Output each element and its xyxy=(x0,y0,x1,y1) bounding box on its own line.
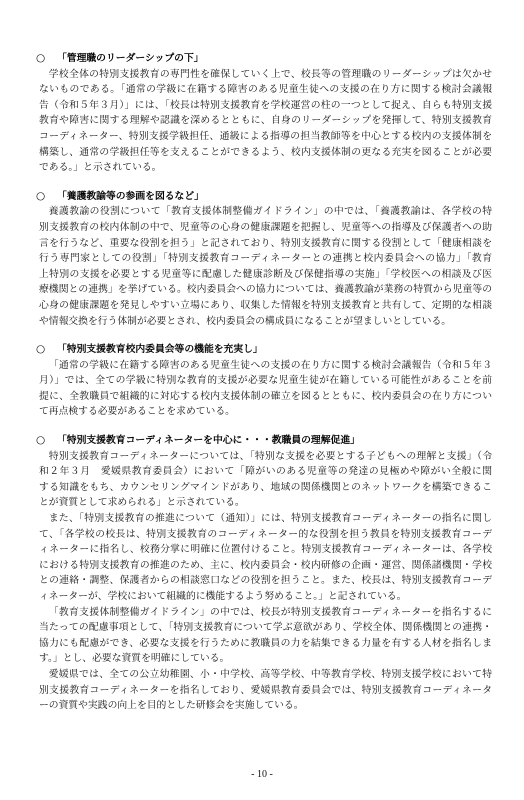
body-line: 提に、全教職員で組織的に対応する校内支援体制の確立を図るとともに、校内委員会の在り方につい xyxy=(39,390,492,402)
paragraph xyxy=(39,667,492,714)
body-line: との連絡・調整、保護者からの相談窓口などの役割を担うこと。また、校長は、特別支援教育コーデ xyxy=(39,575,492,587)
heading-bullet: ○ xyxy=(36,434,46,447)
section-heading xyxy=(36,433,492,449)
body-line: 行う専門家としての役割」「特別支援教育コーディネーターとの連携と校内委員会への協力」「教育 xyxy=(39,253,492,265)
section-coordinator xyxy=(36,433,492,714)
body-line: 別支援教育コーディネーターを指名しており、愛媛県教育委員会では、特別支援教育コーディネータ xyxy=(39,684,492,696)
section-heading xyxy=(36,342,492,358)
heading-text: 「特別支援教育校内委員会等の機能を充実し」 xyxy=(57,344,263,356)
body-line: 学校全体の特別支援教育の専門性を確保していく上で、校長等の管理職のリーダーシップは欠かせ xyxy=(48,68,492,80)
heading-bullet: ○ xyxy=(36,343,46,356)
body-line: 告（令和５年３月）」には、「校長は特別支援教育を学校運営の柱の一つとして捉え、自らも特別支援 xyxy=(39,99,492,111)
body-line: 「通常の学級に在籍する障害のある児童生徒への支援の在り方に関する検討会議報告（令和５年３ xyxy=(48,359,492,371)
heading-bullet: ○ xyxy=(36,52,46,64)
body-line: 心身の健康課題を発見しやすい立場にあり、収集した情報を特別支援教育と共有して、定期的な相談 xyxy=(39,299,492,311)
body-line: とが資質として求められる」と示されている。 xyxy=(39,497,245,509)
section-heading xyxy=(36,189,492,205)
paragraph xyxy=(39,605,492,667)
body-line: す。」とし、必要な資質を明確にしている。 xyxy=(39,653,230,665)
paragraph xyxy=(39,67,492,176)
heading-bullet: ○ xyxy=(36,189,46,202)
body-line: て、「各学校の校長は、特別支援教育のコーディネーター的な役割を担う教員を特別支援教育コーデ xyxy=(39,528,492,540)
body-line: である。」と示されている。 xyxy=(39,162,162,174)
page-body xyxy=(36,51,492,714)
body-line: や情報交換を行う体制が必要とされ、校内委員会の構成員になることが望ましいとしている。 xyxy=(39,315,452,327)
paragraph xyxy=(39,358,492,420)
body-line: て再点検する必要があることを求めている。 xyxy=(39,406,235,418)
section-leadership xyxy=(36,51,492,176)
section-heading xyxy=(36,51,492,67)
section-school-nurse xyxy=(36,189,492,329)
body-line: 養護教諭の役割について「教育支援体制整備ガイドライン」の中では、「養護教諭は、各学校の特 xyxy=(48,206,492,218)
body-line: ないものである。「通常の学級に在籍する障害のある児童生徒への支援の在り方に関する検討会議報 xyxy=(39,84,492,96)
body-line: における特別支援教育の推進のため、主に、校内委員会・校内研修の企画・運営、関係諸機関・学校 xyxy=(39,559,492,571)
body-line: 上特別の支援を必要とする児童等に配慮した健康診断及び保健指導の実施」「学校医への相談及び医 xyxy=(39,268,492,280)
body-line: ーの資質や実践の向上を目的とした研修会を実施している。 xyxy=(39,700,304,712)
body-line: 言を行うなど、重要な役割を担う」と記されており、特別支援教育に関する役割として「健康相談を xyxy=(39,237,492,249)
body-line: 月）」では、全ての学級に特別な教育的支援が必要な児童生徒が在籍している可能性があることを前 xyxy=(39,375,492,387)
body-line: また、「特別支援教育の推進について（通知）」には、特別支援教育コーディネーターの指名に関し xyxy=(48,513,492,525)
paragraph xyxy=(39,204,492,329)
body-line: 構築し、通常の学級担任等を支えることができるよう、校内支援体制の更なる充実を図ることが必要 xyxy=(39,146,492,158)
body-line: 特別支援教育コーディネーターについては、「特別な支援を必要とする子どもへの理解と支援」（令 xyxy=(48,450,492,462)
body-line: する知識をもち、カウンセリングマインドがあり、地域の関係機関とのネットワークを構築できるこ xyxy=(39,481,492,493)
heading-text: 「特別支援教育コーディネーターを中心に・・・教職員の理解促進」 xyxy=(57,435,360,447)
section-committee xyxy=(36,342,492,420)
body-line: 療機関との連携」を挙げている。校内委員会への協力については、養護教諭が業務の特質から児童等の xyxy=(39,284,492,296)
body-line: 和２年３月 愛媛県教育委員会）において「障がいのある児童等の発達の見極めや障がい全般に関 xyxy=(39,466,492,478)
body-line: 当たっての配慮事項として、「特別支援教育について学ぶ意欲があり、学校全体、関係機関との連携・ xyxy=(39,622,492,634)
body-line: コーディネーター、特別支援学級担任、通級による指導の担当教師等を中心とする校内の支援体制を xyxy=(39,130,492,142)
body-line: 協力にも配慮ができ、必要な支援を行うために教職員の力を結集できる力量を有する人材を指名しま xyxy=(39,637,492,649)
body-line: 別支援教育の校内体制の中で、児童等の心身の健康課題を把握し、児童等への指導及び保護者への助 xyxy=(39,221,492,233)
page-number: - 10 - xyxy=(251,769,273,780)
heading-text: 「管理職のリーダーシップの下」 xyxy=(57,53,204,64)
paragraph xyxy=(39,449,492,511)
body-line: ィネーターが、学校において組織的に機能するよう努めること。」と記されている。 xyxy=(39,591,407,602)
body-line: 愛媛県では、全ての公立幼稚園、小・中学校、高等学校、中等教育学校、特別支援学校において特 xyxy=(48,668,492,680)
body-line: 「教育支援体制整備ガイドライン」の中では、校長が特別支援教育コーディネーターを指名するに xyxy=(48,606,492,618)
heading-text: 「養護教諭等の参画を図るなど」 xyxy=(57,190,204,202)
paragraph xyxy=(39,511,492,605)
body-line: 教育や障害に関する理解や認識を深めるとともに、自身のリーダーシップを発揮して、特別支援教育 xyxy=(39,115,492,127)
body-line: ィネーターに指名し、校務分掌に明確に位置付けること。特別支援教育コーディネーターは、各学校 xyxy=(39,544,492,556)
